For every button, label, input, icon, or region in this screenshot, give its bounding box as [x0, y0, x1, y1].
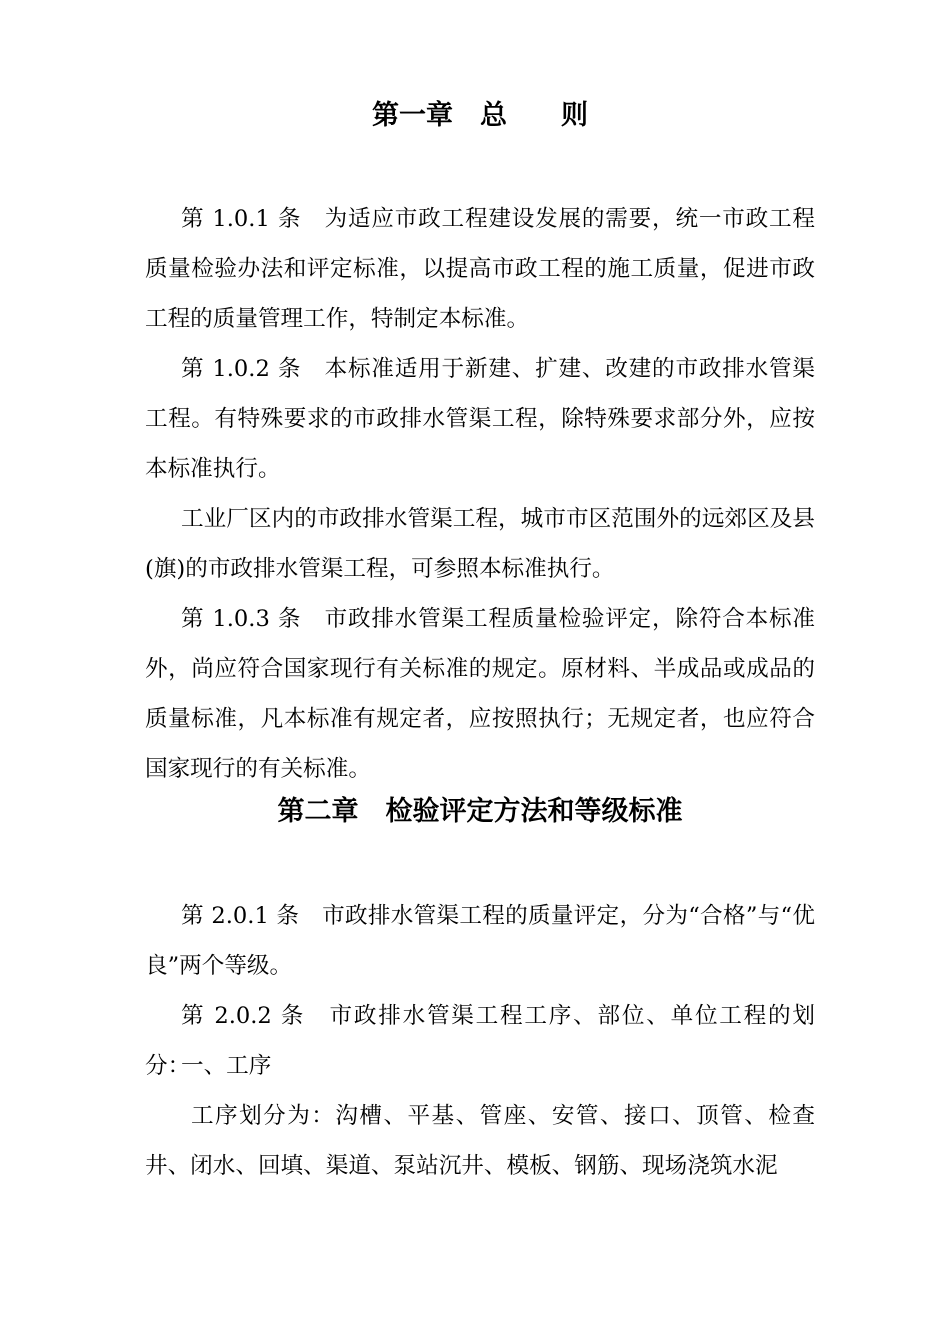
chapter-2-title: 第二章 检验评定方法和等级标准 [277, 796, 683, 827]
item-1-heading: 一、工序 [181, 1053, 272, 1079]
article-2-0-2: 第 2.0.2 条 市政排水管渠工程工序、部位、单位工程的划分： [145, 1003, 815, 1079]
article-2-0-1: 第 2.0.1 条 市政排水管渠工程的质量评定，分为“合格”与“优良”两个等级。 [145, 903, 815, 979]
article-1-0-2: 第 1.0.2 条 本标准适用于新建、扩建、改建的市政排水管渠工程。有特殊要求的市政排水管渠工程，除特殊要求部分外，应按本标准执行。 [145, 356, 815, 482]
chapter-1-title: 第一章 总 则 [372, 100, 588, 131]
article-1-0-1: 第 1.0.1 条 为适应市政工程建设发展的需要，统一市政工程质量检验办法和评定标准，以提高市政工程的施工质量，促进市政工程的质量管理工作，特制定本标准。 [145, 206, 815, 332]
article-1-0-3: 第 1.0.3 条 市政排水管渠工程质量检验评定，除符合本标准外，尚应符合国家现行有关标准的规定。原材料、半成品或成品的质量标准，凡本标准有规定者，应按照执行；无规定者，也应符合国家现行的有关标准。 [145, 606, 815, 782]
item-1-content: 工序划分为：沟槽、平基、管座、安管、接口、顶管、检查井、闭水、回填、渠道、泵站沉井、模板、钢筋、现场浇筑水泥 [145, 1103, 815, 1179]
article-1-0-2-note: 工业厂区内的市政排水管渠工程，城市市区范围外的远郊区及县(旗)的市政排水管渠工程，可参照本标准执行。 [145, 506, 815, 582]
